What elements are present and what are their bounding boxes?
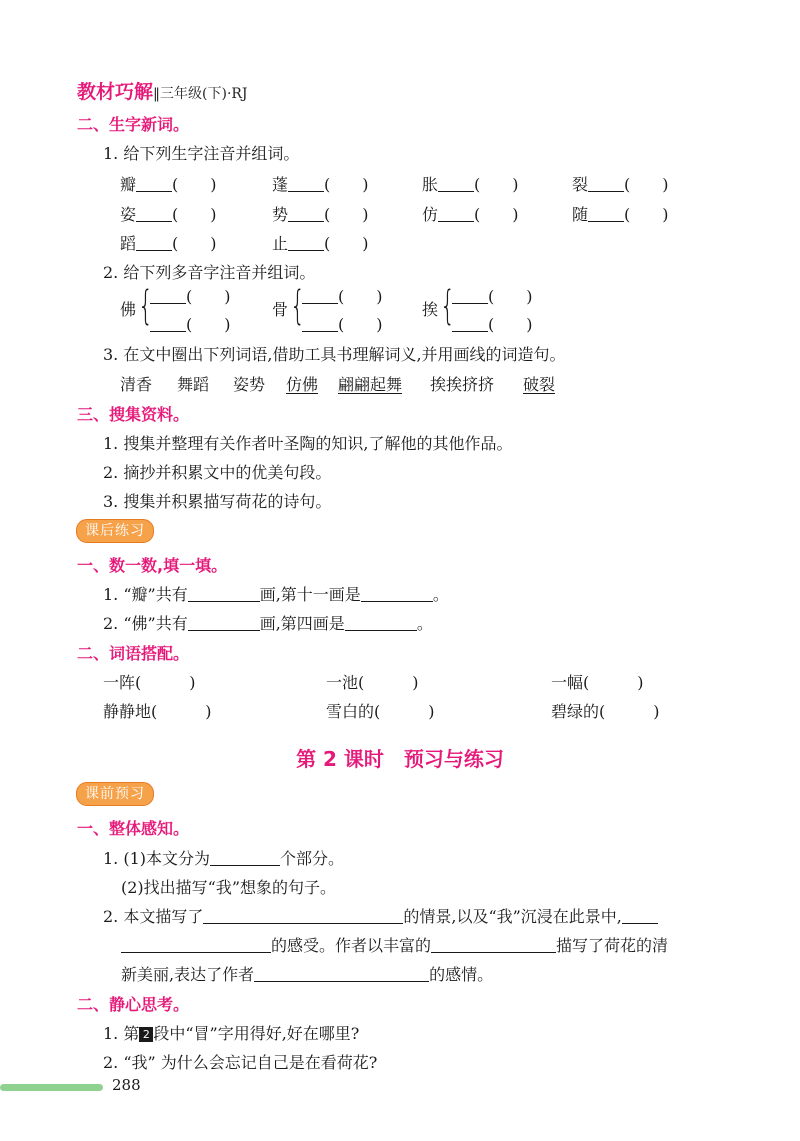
vocab-word: 舞蹈 bbox=[177, 375, 210, 394]
brace-icon: { bbox=[138, 283, 154, 329]
fill-blank[interactable] bbox=[288, 234, 324, 251]
thinking-question-1: 1. 第 2 段中“冒”字用得好,好在哪里? bbox=[103, 1024, 360, 1043]
paragraph-number-badge: 2 bbox=[139, 1027, 153, 1042]
brace-icon: { bbox=[440, 283, 456, 329]
footer-bar bbox=[0, 1084, 103, 1091]
research-item: 3. 搜集并积累描写荷花的诗句。 bbox=[103, 492, 332, 511]
fill-blank[interactable] bbox=[136, 205, 172, 222]
char-item: 瓣 ( ) bbox=[120, 175, 217, 194]
collocation-item: 一幅( ) bbox=[551, 673, 644, 692]
fill-blank[interactable] bbox=[210, 849, 280, 866]
overview-line-3: 2. 本文描写了 的情景,以及“我”沉浸在此景中, bbox=[103, 904, 658, 927]
count-line-1: 1. “瓣”共有 画,第十一画是 。 bbox=[103, 585, 449, 604]
fill-blank[interactable] bbox=[188, 585, 260, 602]
page-header bbox=[77, 77, 248, 104]
header-separator: ‖ bbox=[153, 86, 161, 102]
section-title-new-words: 二、生字新词。 bbox=[77, 115, 190, 134]
practice-label: 课后练习 bbox=[76, 519, 154, 543]
fill-blank[interactable] bbox=[121, 936, 271, 953]
fill-blank[interactable] bbox=[361, 585, 433, 602]
question-2: 2. 给下列多音字注音并组词。 bbox=[103, 263, 316, 282]
count-line-2: 2. “佛”共有 画,第四画是 。 bbox=[103, 614, 433, 633]
thinking-question-2: 2. “我” 为什么会忘记自己是在看荷花? bbox=[103, 1053, 378, 1072]
char-item: 裂 ( ) bbox=[572, 175, 669, 194]
collocation-item: 雪白的( ) bbox=[326, 702, 435, 721]
fill-blank[interactable] bbox=[438, 205, 474, 222]
char-item: 胀 ( ) bbox=[422, 175, 519, 194]
poly-line: ( ) bbox=[452, 284, 533, 307]
char-item: 蓬 ( ) bbox=[272, 175, 369, 194]
poly-char: 佛 bbox=[120, 300, 137, 319]
fill-blank[interactable] bbox=[136, 234, 172, 251]
poly-char: 挨 bbox=[422, 300, 439, 319]
overview-line-1: 1. (1)本文分为 个部分。 bbox=[103, 849, 345, 868]
vocab-word-underlined: 翩翩起舞 bbox=[338, 375, 403, 394]
header-subtitle: 三年级(下)·RJ bbox=[160, 86, 248, 102]
brand-title: 教材巧解 bbox=[77, 81, 154, 103]
char-item: 止 ( ) bbox=[272, 234, 369, 253]
collocation-item: 静静地( ) bbox=[103, 702, 212, 721]
fill-blank[interactable] bbox=[588, 175, 624, 192]
collocation-item: 一池( ) bbox=[326, 673, 419, 692]
preview-label: 课前预习 bbox=[76, 782, 154, 806]
poly-line: ( ) bbox=[150, 284, 231, 307]
section-title-thinking: 二、静心思考。 bbox=[77, 995, 190, 1014]
vocab-word: 挨挨挤挤 bbox=[430, 375, 495, 394]
research-item: 1. 搜集并整理有关作者叶圣陶的知识,了解他的其他作品。 bbox=[103, 434, 513, 453]
char-item: 蹈 ( ) bbox=[120, 234, 217, 253]
vocab-word: 清香 bbox=[120, 375, 153, 394]
poly-line: ( ) bbox=[302, 312, 383, 335]
fill-blank[interactable] bbox=[288, 175, 324, 192]
fill-blank[interactable] bbox=[150, 315, 186, 332]
fill-blank[interactable] bbox=[203, 907, 403, 924]
fill-blank[interactable] bbox=[452, 315, 488, 332]
overview-line-5: 新美丽,表达了作者 的感情。 bbox=[121, 965, 494, 984]
char-item: 仿 ( ) bbox=[422, 205, 519, 224]
fill-blank[interactable] bbox=[431, 936, 556, 953]
fill-blank[interactable] bbox=[345, 614, 417, 631]
fill-blank[interactable] bbox=[288, 205, 324, 222]
poly-line: ( ) bbox=[452, 312, 533, 335]
vocab-word: 姿势 bbox=[233, 375, 266, 394]
fill-blank[interactable] bbox=[254, 965, 429, 982]
overview-line-2: (2)找出描写“我”想象的句子。 bbox=[121, 878, 337, 897]
fill-blank[interactable] bbox=[452, 287, 488, 304]
collocation-item: 碧绿的( ) bbox=[551, 702, 660, 721]
fill-blank[interactable] bbox=[438, 175, 474, 192]
question-3: 3. 在文中圈出下列词语,借助工具书理解词义,并用画线的词造句。 bbox=[103, 345, 566, 364]
fill-blank[interactable] bbox=[136, 175, 172, 192]
section-title-research: 三、搜集资料。 bbox=[77, 405, 190, 424]
fill-blank[interactable] bbox=[302, 315, 338, 332]
page-number: 288 bbox=[112, 1076, 141, 1094]
poly-char: 骨 bbox=[272, 300, 289, 319]
brace-icon: { bbox=[290, 283, 306, 329]
char-item: 姿 ( ) bbox=[120, 205, 217, 224]
section-title-collocation: 二、词语搭配。 bbox=[77, 644, 190, 663]
section-title-count: 一、数一数,填一填。 bbox=[77, 556, 228, 575]
research-item: 2. 摘抄并积累文中的优美句段。 bbox=[103, 463, 332, 482]
overview-line-4: 的感受。作者以丰富的 描写了荷花的清 bbox=[121, 933, 668, 956]
poly-line: ( ) bbox=[302, 284, 383, 307]
fill-blank[interactable] bbox=[588, 205, 624, 222]
fill-blank[interactable] bbox=[188, 614, 260, 631]
question-1: 1. 给下列生字注音并组词。 bbox=[103, 144, 300, 163]
poly-line: ( ) bbox=[150, 312, 231, 335]
fill-blank[interactable] bbox=[622, 907, 658, 924]
vocab-word-underlined: 仿佛 bbox=[286, 375, 319, 394]
char-item: 随 ( ) bbox=[572, 205, 669, 224]
collocation-item: 一阵( ) bbox=[103, 673, 196, 692]
fill-blank[interactable] bbox=[302, 287, 338, 304]
section-title-overview: 一、整体感知。 bbox=[77, 819, 190, 838]
fill-blank[interactable] bbox=[150, 287, 186, 304]
vocab-word-underlined: 破裂 bbox=[523, 375, 556, 394]
lesson-title: 第 2 课时 预习与练习 bbox=[296, 747, 504, 771]
char-item: 势 ( ) bbox=[272, 205, 369, 224]
